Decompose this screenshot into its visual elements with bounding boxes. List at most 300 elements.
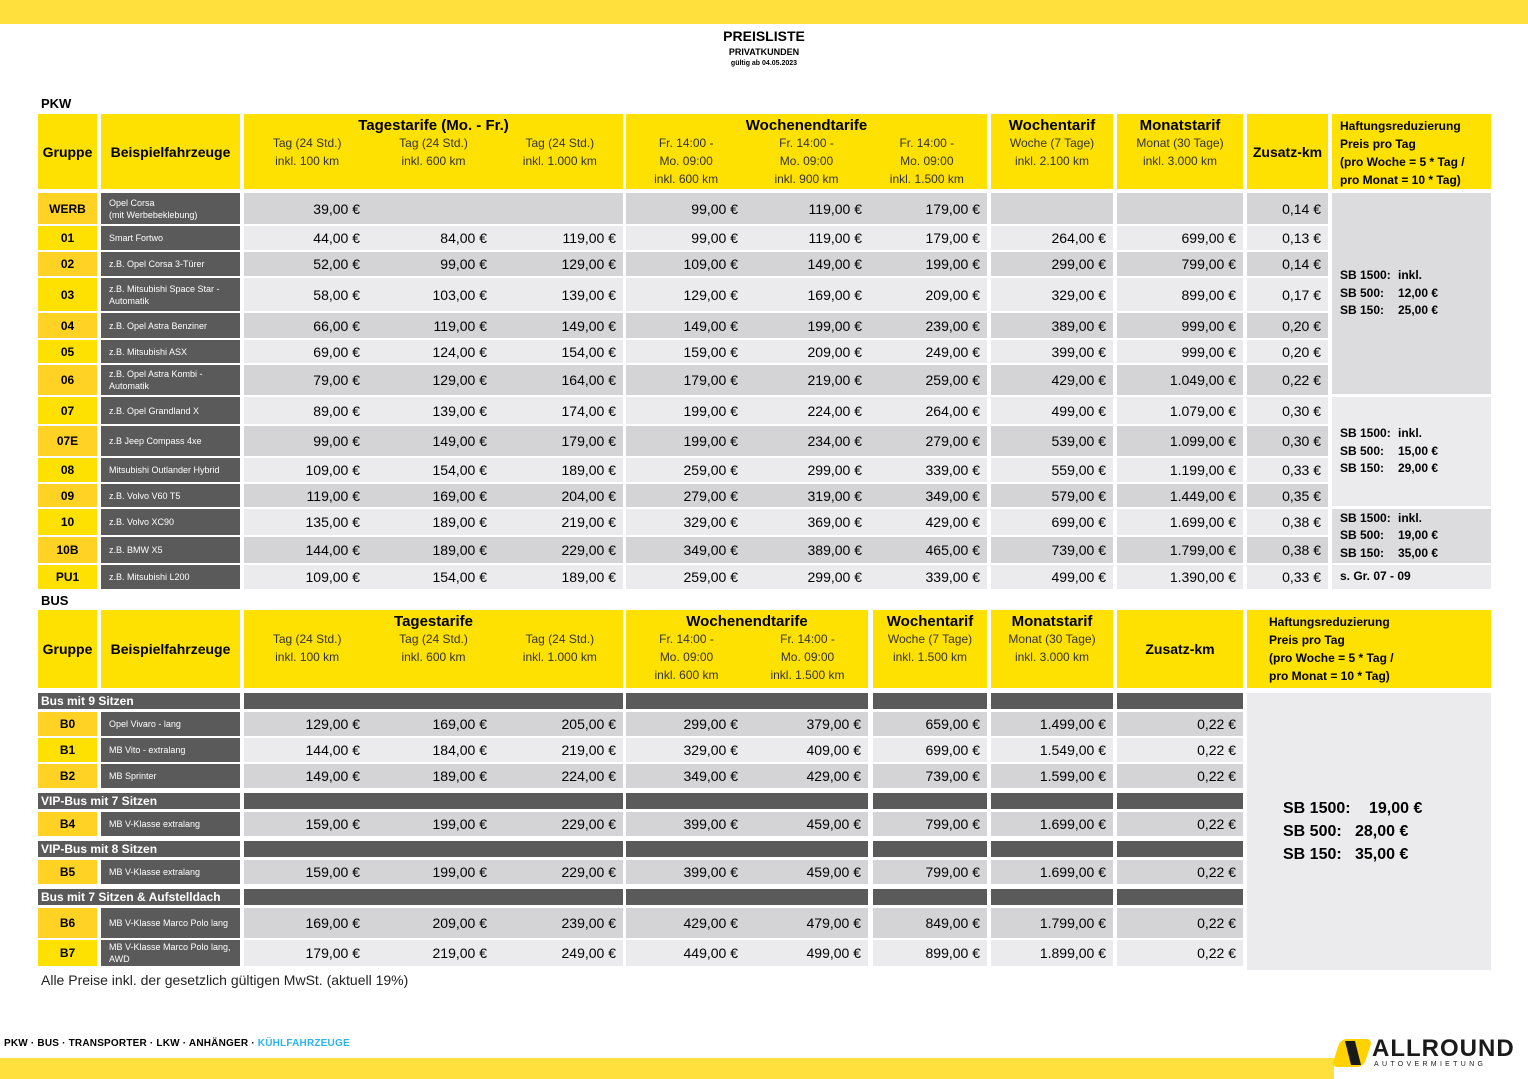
- haft-label: SB 150:: [1340, 303, 1385, 318]
- vehicle-name-line: (mit Werbebeklebung): [109, 209, 198, 220]
- price-value: 144,00 €: [305, 542, 360, 558]
- bus-wochenend-title: Wochenendtarife: [686, 613, 808, 630]
- price-value: 264,00 €: [925, 402, 980, 419]
- bus-price-cell: [873, 940, 987, 966]
- price-value: 559,00 €: [1051, 462, 1106, 478]
- price-cell: [495, 565, 623, 589]
- bus-price-value: 239,00 €: [561, 915, 616, 931]
- bus-price-cell: [244, 908, 367, 938]
- price-value: 399,00 €: [1051, 343, 1106, 360]
- price-cell: [371, 340, 494, 363]
- bus-price-cell: [371, 812, 494, 836]
- price-value: 1.049,00 €: [1169, 372, 1236, 388]
- bus-price-cell: [749, 860, 868, 884]
- price-value: 0,33 €: [1282, 569, 1321, 585]
- price-value: 139,00 €: [432, 402, 487, 419]
- price-value: 259,00 €: [925, 372, 980, 388]
- bus-price-value: 349,00 €: [683, 768, 738, 784]
- bus-price-value: 149,00 €: [305, 768, 360, 784]
- bus-price-cell: [244, 738, 367, 762]
- price-cell: [873, 484, 987, 507]
- bus-price-value: 199,00 €: [432, 864, 487, 880]
- price-value: 109,00 €: [305, 569, 360, 585]
- price-cell: [626, 565, 745, 589]
- price-value: 119,00 €: [808, 230, 862, 246]
- price-cell: [991, 365, 1113, 395]
- price-cell: [244, 426, 367, 456]
- bus-price-cell: [626, 940, 745, 966]
- category-band: [626, 793, 868, 809]
- bus-vehicle-name-line: Opel Vivaro - lang: [109, 719, 181, 729]
- price-value: 149,00 €: [561, 317, 616, 334]
- bus-group-cell: [38, 764, 97, 788]
- price-cell: [873, 193, 987, 224]
- price-value: 0,38 €: [1282, 514, 1321, 530]
- bus-wochenend-sub: [747, 630, 868, 684]
- header-zusatz-label: Zusatz-km: [1252, 143, 1323, 160]
- haft-label: SB 150:: [1340, 461, 1385, 476]
- bus-vehicle-name-line: MB V-Klasse extralang: [109, 867, 201, 877]
- price-value: 1.799,00 €: [1169, 542, 1236, 558]
- price-cell: [626, 426, 745, 456]
- haft-pu1-text: s. Gr. 07 - 09: [1340, 569, 1411, 584]
- price-cell: [873, 537, 987, 563]
- price-value: 499,00 €: [1051, 402, 1106, 419]
- price-cell: [495, 365, 623, 395]
- price-value: 1.390,00 €: [1169, 569, 1236, 585]
- bus-price-value: 409,00 €: [806, 742, 861, 758]
- haft-title-line: Haftungsreduzierung: [1340, 119, 1461, 133]
- tages-sub: [370, 134, 496, 170]
- price-cell: [626, 252, 745, 276]
- bus-price-cell: [626, 738, 745, 762]
- wochenend-sub-line: Mo. 09:00: [659, 154, 713, 168]
- bus-price-cell: [495, 860, 623, 884]
- category-band: [873, 793, 987, 809]
- bus-group-cell: [38, 812, 97, 836]
- price-cell: [1117, 278, 1243, 311]
- vehicle-name-line: z.B. BMW X5: [109, 545, 163, 555]
- price-value: 319,00 €: [807, 487, 862, 504]
- haft-value: inkl.: [1398, 426, 1423, 441]
- price-cell: [626, 537, 745, 563]
- bus-price-value: 179,00 €: [305, 945, 360, 961]
- haft-label: SB 500:: [1340, 443, 1385, 458]
- vehicle-name-line: z.B Jeep Compass 4xe: [109, 436, 202, 446]
- price-cell: [1117, 252, 1243, 276]
- tages-sub-line: inkl. 600 km: [401, 154, 466, 168]
- group-code: 08: [60, 463, 75, 477]
- haft-value: inkl.: [1398, 268, 1423, 283]
- price-cell: [991, 193, 1113, 224]
- tages-sub: [497, 134, 623, 170]
- category-label-text: Bus mit 7 Sitzen & Aufstelldach: [41, 890, 221, 904]
- wochenend-sub-line: inkl. 1.500 km: [889, 172, 964, 186]
- price-value: 109,00 €: [683, 256, 738, 272]
- group-cell: [38, 509, 97, 535]
- header-gruppe: [38, 114, 97, 189]
- bus-price-cell: [873, 812, 987, 836]
- bus-wochenend-sub-line: Fr. 14:00 -: [659, 632, 714, 646]
- bus-price-value: 1.499,00 €: [1039, 716, 1106, 732]
- price-cell: [244, 397, 367, 424]
- price-value: 0,17 €: [1282, 286, 1321, 303]
- bus-haft-line: [1283, 797, 1491, 820]
- price-cell: [873, 565, 987, 589]
- price-value: 465,00 €: [925, 542, 980, 558]
- haft-value: 35,00 €: [1398, 545, 1439, 560]
- price-value: 369,00 €: [807, 514, 862, 530]
- group-code: 05: [60, 344, 75, 359]
- category-label: [38, 793, 240, 809]
- bus-tages-sub: [370, 630, 496, 666]
- price-cell: [371, 365, 494, 395]
- bus-price-value: 184,00 €: [432, 742, 487, 758]
- price-value: 179,00 €: [683, 372, 738, 388]
- price-value: 219,00 €: [561, 514, 616, 530]
- tages-sub: [244, 134, 370, 170]
- price-cell: [244, 313, 367, 338]
- price-cell: [495, 226, 623, 250]
- bus-price-value: 0,22 €: [1197, 768, 1236, 784]
- page-title: PREISLISTE: [723, 28, 805, 44]
- vehicle-name-line: z.B. Volvo XC90: [109, 517, 175, 527]
- price-value: 119,00 €: [433, 317, 487, 334]
- bus-group-code: B2: [59, 769, 76, 783]
- price-value: 119,00 €: [808, 200, 862, 217]
- footer-main: PKW · BUS · TRANSPORTER · LKW · ANHÄNGER ·: [4, 1038, 258, 1049]
- bus-group-code: B6: [59, 916, 76, 930]
- footer-highlight: KÜHLFAHRZEUGE: [257, 1038, 350, 1049]
- price-value: 0,22 €: [1282, 372, 1321, 388]
- price-value: 189,00 €: [561, 462, 616, 478]
- bus-price-cell: [495, 764, 623, 788]
- bus-haft-value: 35,00 €: [1355, 846, 1409, 863]
- price-value: 349,00 €: [683, 542, 738, 558]
- price-cell: [626, 278, 745, 311]
- bus-haft-line: [1283, 843, 1491, 866]
- bus-price-cell: [749, 940, 868, 966]
- haft-label: SB 150:: [1340, 545, 1385, 560]
- price-value: 429,00 €: [1051, 372, 1106, 388]
- header-monat-title: Monatstarif: [1139, 117, 1221, 134]
- bus-haft-line: [1283, 820, 1491, 843]
- price-cell: [1247, 278, 1328, 311]
- bus-price-value: 0,22 €: [1197, 915, 1236, 931]
- group-cell: [38, 365, 97, 395]
- category-band: [1117, 889, 1243, 905]
- bus-price-cell: [749, 738, 868, 762]
- vehicle-name-line: Mitsubishi Outlander Hybrid: [109, 465, 220, 475]
- price-cell: [749, 565, 869, 589]
- price-cell: [1247, 252, 1328, 276]
- price-cell: [1247, 509, 1328, 535]
- group-cell: [38, 565, 97, 589]
- bus-header-fahrzeuge: [101, 610, 240, 688]
- category-band: [873, 693, 987, 709]
- price-cell: [244, 193, 367, 224]
- bus-price-value: 739,00 €: [925, 768, 980, 784]
- vehicle-name-line: z.B. Opel Astra Kombi -: [109, 369, 203, 379]
- bus-price-value: 169,00 €: [432, 716, 487, 732]
- price-value: 124,00 €: [432, 343, 487, 360]
- price-cell: [495, 193, 623, 224]
- price-value: 199,00 €: [925, 256, 980, 272]
- price-cell: [371, 565, 494, 589]
- price-value: 229,00 €: [561, 542, 616, 558]
- price-value: 66,00 €: [313, 317, 360, 334]
- bus-price-value: 0,22 €: [1197, 864, 1236, 880]
- bus-group-code: B5: [59, 865, 76, 879]
- price-value: 79,00 €: [313, 372, 360, 388]
- bus-haft-label: SB 150:: [1283, 846, 1342, 863]
- vehicle-cell: [101, 226, 240, 250]
- vehicle-cell: [101, 397, 240, 424]
- group-code: 09: [60, 488, 75, 503]
- bus-price-value: 659,00 €: [925, 716, 980, 732]
- bus-price-value: 459,00 €: [806, 864, 861, 880]
- bus-price-value: 1.699,00 €: [1039, 816, 1106, 832]
- price-value: 389,00 €: [807, 542, 862, 558]
- price-cell: [626, 458, 745, 482]
- vehicle-name-line: z.B. Volvo V60 T5: [109, 490, 181, 501]
- price-cell: [1247, 340, 1328, 363]
- price-value: 89,00 €: [313, 402, 360, 419]
- price-cell: [991, 458, 1113, 482]
- category-band: [991, 841, 1113, 857]
- bus-price-cell: [749, 812, 868, 836]
- price-value: 999,00 €: [1181, 343, 1236, 360]
- group-code: PU1: [55, 570, 80, 584]
- bus-price-cell: [991, 940, 1113, 966]
- price-cell: [495, 278, 623, 311]
- price-value: 154,00 €: [561, 343, 616, 360]
- bus-monat-sub: [991, 630, 1113, 666]
- price-value: 899,00 €: [1181, 286, 1236, 303]
- bus-price-cell: [495, 908, 623, 938]
- vat-note: Alle Preise inkl. der gesetzlich gültigen MwSt. (aktuell 19%): [41, 972, 409, 988]
- price-value: 1.079,00 €: [1169, 402, 1236, 419]
- bus-monat-title: Monatstarif: [1011, 613, 1093, 630]
- price-cell: [991, 565, 1113, 589]
- price-value: 299,00 €: [807, 569, 862, 585]
- bus-vehicle-cell: [101, 712, 240, 736]
- group-cell: [38, 278, 97, 311]
- bus-price-value: 159,00 €: [305, 816, 360, 832]
- bus-price-value: 229,00 €: [561, 864, 616, 880]
- category-label-text: VIP-Bus mit 8 Sitzen: [41, 842, 158, 856]
- bus-price-value: 699,00 €: [925, 742, 980, 758]
- group-cell: [38, 340, 97, 363]
- price-value: 234,00 €: [807, 433, 862, 449]
- haft-line: [1340, 460, 1491, 478]
- price-cell: [495, 340, 623, 363]
- bus-vehicle-name-line: MB V-Klasse extralang: [109, 819, 201, 829]
- wochenend-sub-line: Fr. 14:00 -: [899, 136, 955, 150]
- price-value: 699,00 €: [1051, 514, 1106, 530]
- bus-price-value: 379,00 €: [806, 716, 861, 732]
- price-value: 103,00 €: [432, 286, 487, 303]
- bus-price-value: 399,00 €: [683, 816, 738, 832]
- group-code: 02: [60, 257, 75, 271]
- haft-value: inkl.: [1398, 510, 1423, 525]
- price-value: 999,00 €: [1181, 317, 1236, 334]
- bus-header-tagestarife: [244, 610, 623, 688]
- bus-price-cell: [1117, 812, 1243, 836]
- bus-price-value: 799,00 €: [925, 816, 980, 832]
- price-cell: [1117, 426, 1243, 456]
- logo-name: ALLROUND: [1372, 1035, 1515, 1062]
- category-label: [38, 693, 240, 709]
- vehicle-cell: [101, 278, 240, 311]
- haft-value: 12,00 €: [1398, 285, 1439, 300]
- section-bus-label: BUS: [41, 593, 69, 608]
- price-value: 199,00 €: [807, 317, 862, 334]
- price-value: 99,00 €: [691, 200, 738, 217]
- category-band: [1117, 793, 1243, 809]
- haft-line: [1340, 285, 1491, 303]
- bus-header-haftungsreduzierung: [1247, 610, 1491, 688]
- price-value: 135,00 €: [305, 514, 360, 530]
- bus-vehicle-cell: [101, 940, 240, 966]
- price-cell: [1117, 193, 1243, 224]
- price-value: 149,00 €: [807, 256, 862, 272]
- bus-price-value: 459,00 €: [806, 816, 861, 832]
- vehicle-name-line: z.B. Mitsubishi ASX: [109, 346, 188, 357]
- bus-price-value: 0,22 €: [1197, 945, 1236, 961]
- bus-vehicle-name-line: MB Vito - extralang: [109, 745, 186, 755]
- category-band: [1117, 841, 1243, 857]
- price-cell: [1247, 397, 1328, 424]
- price-cell: [749, 278, 869, 311]
- price-cell: [244, 278, 367, 311]
- bus-group-cell: [38, 738, 97, 762]
- bus-tages-sub-line: inkl. 600 km: [401, 650, 466, 664]
- category-band: [244, 841, 623, 857]
- price-cell: [626, 509, 745, 535]
- bus-price-cell: [1117, 764, 1243, 788]
- header-woche-title: Wochentarif: [1008, 117, 1096, 134]
- price-value: 58,00 €: [313, 286, 360, 303]
- group-code: 10B: [56, 543, 79, 557]
- price-cell: [371, 458, 494, 482]
- bus-price-cell: [1117, 738, 1243, 762]
- bus-wochenend-sub-line: Mo. 09:00: [659, 650, 714, 664]
- bus-price-cell: [626, 860, 745, 884]
- bus-price-value: 249,00 €: [561, 945, 616, 961]
- price-value: 209,00 €: [807, 343, 862, 360]
- bus-price-cell: [371, 908, 494, 938]
- price-cell: [495, 426, 623, 456]
- bus-tages-sub-line: Tag (24 Std.): [525, 632, 595, 646]
- bus-price-cell: [991, 812, 1113, 836]
- price-cell: [244, 458, 367, 482]
- price-cell: [749, 484, 869, 507]
- price-value: 429,00 €: [925, 514, 980, 530]
- header-wochenendtarife: [626, 114, 987, 189]
- group-code: 06: [60, 373, 75, 387]
- bus-price-value: 1.599,00 €: [1039, 768, 1106, 784]
- price-cell: [1247, 226, 1328, 250]
- bus-price-cell: [873, 738, 987, 762]
- bus-price-value: 799,00 €: [925, 864, 980, 880]
- price-value: 0,20 €: [1282, 317, 1321, 334]
- price-value: 799,00 €: [1181, 256, 1236, 272]
- vehicle-cell: [101, 458, 240, 482]
- price-cell: [1247, 565, 1328, 589]
- bus-header-gruppe: [38, 610, 97, 688]
- bus-group-code: B0: [59, 717, 76, 731]
- bus-price-cell: [626, 908, 745, 938]
- bus-group-cell: [38, 712, 97, 736]
- price-value: 279,00 €: [925, 433, 980, 449]
- vehicle-cell: [101, 313, 240, 338]
- bus-price-value: 1.549,00 €: [1039, 742, 1106, 758]
- header-gruppe-label: Gruppe: [42, 143, 93, 160]
- group-cell: [38, 397, 97, 424]
- price-cell: [1117, 313, 1243, 338]
- bus-price-cell: [1117, 860, 1243, 884]
- category-label: [38, 841, 240, 857]
- bus-price-cell: [371, 940, 494, 966]
- haft-label: SB 500:: [1340, 285, 1385, 300]
- woche-sub-line: inkl. 2.100 km: [1014, 154, 1090, 168]
- bus-header-wochenendtarife: [626, 610, 868, 688]
- category-band: [991, 693, 1113, 709]
- bus-price-cell: [495, 940, 623, 966]
- haft-title-line: (pro Woche = 5 * Tag /: [1340, 155, 1465, 169]
- group-code: WERB: [49, 201, 86, 216]
- price-value: 179,00 €: [925, 200, 980, 217]
- price-value: 199,00 €: [683, 402, 738, 419]
- price-cell: [1117, 458, 1243, 482]
- section-pkw-label: PKW: [41, 96, 72, 111]
- monat-sub-line: Monat (30 Tage): [1136, 136, 1224, 150]
- bus-price-cell: [244, 764, 367, 788]
- price-value: 224,00 €: [807, 402, 862, 419]
- vehicle-cell: [101, 365, 240, 395]
- bus-price-value: 209,00 €: [432, 915, 487, 931]
- price-cell: [873, 226, 987, 250]
- price-cell: [371, 278, 494, 311]
- price-cell: [991, 226, 1113, 250]
- bus-price-value: 399,00 €: [683, 864, 738, 880]
- price-value: 109,00 €: [305, 462, 360, 478]
- price-cell: [626, 365, 745, 395]
- category-band: [626, 693, 868, 709]
- bus-price-cell: [749, 764, 868, 788]
- bus-tages-sub-line: inkl. 100 km: [275, 650, 340, 664]
- price-value: 699,00 €: [1181, 230, 1236, 246]
- bus-group-code: B7: [59, 946, 76, 960]
- bus-price-cell: [495, 738, 623, 762]
- vehicle-cell: [101, 426, 240, 456]
- price-cell: [495, 397, 623, 424]
- haft-label: SB 1500:: [1340, 426, 1391, 441]
- bus-price-value: 429,00 €: [806, 768, 861, 784]
- tages-sub-line: Tag (24 Std.): [272, 136, 342, 150]
- price-cell: [495, 484, 623, 507]
- price-cell: [749, 340, 869, 363]
- price-cell: [371, 193, 494, 224]
- bus-zusatz-label: Zusatz-km: [1145, 641, 1215, 657]
- price-cell: [991, 484, 1113, 507]
- price-value: 209,00 €: [925, 286, 980, 303]
- haft-label: SB 500:: [1340, 528, 1385, 543]
- price-value: 349,00 €: [925, 487, 980, 504]
- price-cell: [1117, 509, 1243, 535]
- bus-price-cell: [991, 860, 1113, 884]
